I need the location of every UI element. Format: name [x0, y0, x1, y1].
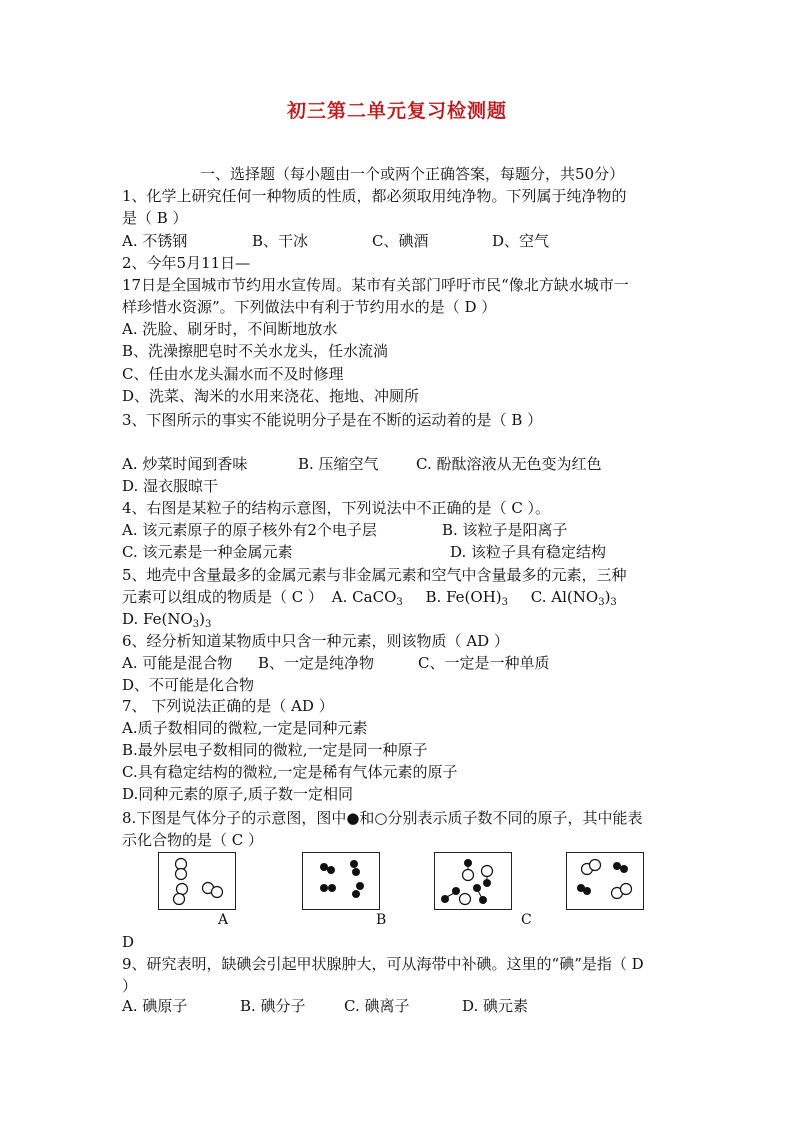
q4-options-row1: [122, 520, 568, 540]
q8-stem: 8.下图是气体分子的示意图，图中●和○分别表示质子数不同的原子，其中能表: [122, 809, 643, 827]
q9-option-b: B. 碘分子: [240, 997, 306, 1015]
q2-option-b: B、洗澡擦肥皂时不关水龙头，任水流淌: [122, 342, 389, 360]
q7-option-a: A.质子数相同的微粒,一定是同种元素: [122, 719, 368, 737]
q2-option-c: C、任由水龙头漏水而不及时修理: [122, 365, 344, 383]
q8-stem-cont: 示化合物的是（ C ）: [122, 831, 264, 849]
q2-option-d: D、洗菜、淘米的水用来浇花、拖地、冲厕所: [122, 387, 420, 405]
q1-stem-cont: 是（ B ）: [122, 209, 188, 227]
q7-option-c: C.具有稳定结构的微粒,一定是稀有气体元素的原子: [122, 763, 458, 781]
q3-option-a: A. 炒菜时闻到香味: [122, 455, 248, 473]
q5-option-a: A. CaCO$_3$: [331, 588, 403, 608]
q1-option-a: A. 不锈钢: [122, 232, 188, 250]
figure-label-a: A: [218, 912, 229, 928]
q7-stem: 7、 下列说法正确的是（ AD ）: [122, 697, 334, 715]
q6-options: [122, 653, 549, 673]
q1-option-c: C、碘酒: [372, 232, 429, 250]
q3-options: [122, 454, 601, 474]
q1-options: [122, 231, 549, 251]
molecule-diagram-c: [434, 852, 512, 910]
q4-option-d: D. 该粒子具有稳定结构: [450, 543, 607, 561]
q7-option-d: D.同种元素的原子,质子数一定相同: [122, 785, 354, 803]
figure-label-d: D: [122, 933, 135, 951]
q2-stem-cont2: 样珍惜水资源”。下列做法中有利于节约用水的是（ D ）: [122, 298, 497, 316]
q3-option-b: B. 压缩空气: [298, 455, 379, 473]
q9-option-a: A. 碘原子: [122, 997, 188, 1015]
q2-stem-cont: 17日是全国城市节约用水宣传周。某市有关部门呼吁市民“像北方缺水城市一: [122, 276, 629, 294]
figure-label-c: C: [521, 912, 532, 928]
q6-option-d: D、不可能是化合物: [122, 676, 255, 694]
figure-label-b: B: [376, 912, 387, 928]
q9-stem-cont: ）: [122, 977, 138, 995]
q1-stem: 1、化学上研究任何一种物质的性质，都必须取用纯净物。下列属于纯净物的: [122, 187, 627, 205]
q4-option-b: B. 该粒子是阳离子: [442, 521, 568, 539]
q1-option-d: D、空气: [492, 232, 550, 250]
q9-option-c: C. 碘离子: [344, 997, 410, 1015]
q5-option-c: C. $Al(NO_3)_3$: [530, 588, 617, 608]
q9-stem: 9、研究表明，缺碘会引起甲状腺肿大，可从海带中补碘。这里的“碘”是指（ D: [122, 955, 644, 973]
q4-option-c: C. 该元素是一种金属元素: [122, 543, 293, 561]
q3-option-c: C. 酚酞溶液从无色变为红色: [416, 455, 602, 473]
molecule-diagram-d: [566, 852, 644, 910]
molecule-diagram-b: [302, 852, 380, 910]
molecule-diagram-a: [158, 852, 236, 910]
q6-stem: 6、经分析知道某物质中只含一种元素，则该物质（ AD ）: [122, 632, 509, 650]
q5-option-d: D. $Fe(NO_3)_3$: [122, 610, 212, 630]
q1-option-b: B、干冰: [252, 232, 309, 250]
section-heading: 一、选择题（每小题由一个或两个正确答案，每题分，共50分）: [200, 165, 625, 183]
q5-stem: 5、地壳中含量最多的金属元素与非金属元素和空气中含量最多的元素，三种: [122, 566, 627, 584]
q6-option-c: C、一定是一种单质: [418, 654, 550, 672]
q5-stem-text: 元素可以组成的物质是（ C ）: [122, 588, 324, 606]
q3-option-d: D. 湿衣服晾干: [122, 477, 219, 495]
q4-stem: 4、右图是某粒子的结构示意图，下列说法中不正确的是（ C ）。: [122, 499, 551, 517]
q3-stem: 3、下图所示的事实不能说明分子是在不断的运动着的是（ B ）: [122, 411, 543, 429]
q2-stem: 2、今年5月11日—: [122, 254, 251, 272]
q4-options-row2: [122, 542, 606, 562]
q4-option-a: A. 该元素原子的原子核外有2个电子层: [122, 521, 377, 539]
q2-option-a: A. 洗脸、刷牙时，不间断地放水: [122, 320, 338, 338]
q9-option-d: D. 碘元素: [462, 997, 529, 1015]
page-title: 初三第二单元复习检测题: [286, 100, 507, 122]
q5-stem-cont: [122, 587, 617, 607]
q6-option-b: B、一定是纯净物: [258, 654, 375, 672]
q6-option-a: A. 可能是混合物: [122, 654, 233, 672]
q7-option-b: B.最外层电子数相同的微粒,一定是同一种原子: [122, 741, 428, 759]
q9-options: [122, 996, 528, 1016]
q5-option-b: B. $Fe(OH)_3$: [425, 588, 509, 608]
